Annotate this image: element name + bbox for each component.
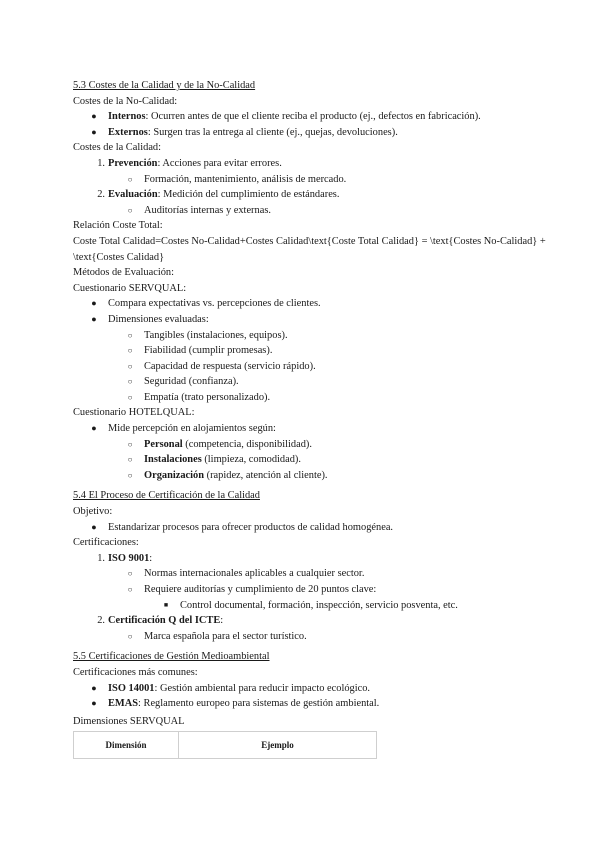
list-item: ■ Control documental, formación, inspección, servicio posventa, etc. — [73, 598, 553, 614]
table-header-cell: Dimensión — [74, 732, 179, 759]
formula: Coste Total Calidad=Costes No-Calidad+Costes Calidad\text{Coste Total Calidad} = \text{Costes No-Calidad} + \text{Costes Calidad} — [73, 235, 546, 263]
bullet-icon: ● — [91, 682, 97, 693]
circle-bullet-icon: ○ — [127, 585, 133, 594]
document-page — [73, 78, 553, 759]
list-item: ○ Instalaciones (limpieza, comodidad). — [73, 452, 553, 468]
list-item: ● Externos: Surgen tras la entrega al cliente (ej., quejas, devoluciones). — [73, 125, 553, 141]
bullet-icon: ● — [91, 698, 97, 709]
circle-bullet-icon: ○ — [127, 330, 133, 340]
list-item: ● ISO 14001: Gestión ambiental para reducir impacto ecológico. — [73, 681, 553, 697]
circle-bullet-icon: ○ — [127, 346, 133, 356]
bullet-icon: ● — [91, 126, 97, 137]
list-item: ● Dimensiones evaluadas: — [73, 312, 553, 328]
calidad-label: Costes de la Calidad: — [73, 142, 162, 154]
square-bullet-icon: ■ — [163, 600, 169, 609]
section-heading-5-4: 5.4 El Proceso de Certificación de la Calidad — [73, 490, 260, 502]
list-item: ○ Auditorías internas y externas. — [73, 203, 553, 219]
certificaciones-label: Certificaciones: — [73, 537, 139, 549]
list-item: 1. ISO 9001: — [97, 552, 153, 564]
circle-bullet-icon: ○ — [127, 631, 133, 641]
hotelqual-label: Cuestionario HOTELQUAL: — [73, 407, 195, 419]
list-item: ○ Organización (rapidez, atención al cliente). — [73, 468, 553, 484]
list-item: ○ Normas internacionales aplicables a cualquier sector. — [73, 566, 553, 582]
list-item: ○ Tangibles (instalaciones, equipos). — [73, 328, 553, 344]
bullet-icon: ● — [91, 521, 97, 532]
circle-bullet-icon: ○ — [127, 205, 133, 215]
list-item: ○ Seguridad (confianza). — [73, 374, 553, 390]
section-heading-5-5: 5.5 Certificaciones de Gestión Medioambiental — [73, 651, 270, 663]
list-item: ● Compara expectativas vs. percepciones de clientes. — [73, 296, 553, 312]
no-calidad-label: Costes de la No-Calidad: — [73, 95, 178, 107]
list-item: ○ Capacidad de respuesta (servicio rápido). — [73, 359, 553, 375]
bullet-icon: ● — [91, 423, 97, 434]
circle-bullet-icon: ○ — [127, 455, 133, 465]
servqual-label: Cuestionario SERVQUAL: — [73, 282, 187, 294]
circle-bullet-icon: ○ — [127, 569, 133, 579]
list-item: ○ Formación, mantenimiento, análisis de mercado. — [73, 172, 553, 188]
bullet-icon: ● — [91, 111, 97, 122]
list-item: ○ Personal (competencia, disponibilidad). — [73, 437, 553, 453]
list-item: ● Internos: Ocurren antes de que el cliente reciba el producto (ej., defectos en fabricación). — [73, 109, 553, 125]
list-item: 2. Certificación Q del ICTE: — [97, 615, 224, 627]
table-header-cell: Ejemplo — [179, 732, 377, 759]
circle-bullet-icon: ○ — [127, 361, 133, 371]
list-item: ● Estandarizar procesos para ofrecer productos de calidad homogénea. — [73, 520, 553, 536]
circle-bullet-icon: ○ — [127, 392, 133, 402]
list-item: ○ Empatía (trato personalizado). — [73, 390, 553, 406]
circle-bullet-icon: ○ — [127, 470, 133, 480]
list-item: ○ Marca española para el sector turístico. — [73, 629, 553, 645]
list-item: ○ Requiere auditorías y cumplimiento de 20 puntos clave: — [73, 582, 553, 598]
list-item: 1. Prevención: Acciones para evitar errores. — [97, 157, 282, 169]
bullet-icon: ● — [91, 298, 97, 309]
circle-bullet-icon: ○ — [127, 377, 133, 387]
certificaciones-comunes-label: Certificaciones más comunes: — [73, 666, 198, 678]
relacion-label: Relación Coste Total: — [73, 220, 163, 232]
circle-bullet-icon: ○ — [127, 174, 133, 184]
bullet-icon: ● — [91, 313, 97, 324]
list-item: 2. Evaluación: Medición del cumplimiento de estándares. — [97, 189, 340, 201]
objetivo-label: Objetivo: — [73, 506, 113, 518]
circle-bullet-icon: ○ — [127, 439, 133, 449]
table-header-row — [74, 732, 377, 759]
table-caption: Dimensiones SERVQUAL — [73, 715, 185, 727]
section-heading-5-3: 5.3 Costes de la Calidad y de la No-Calidad — [73, 80, 256, 91]
list-item: ● EMAS: Reglamento europeo para sistemas de gestión ambiental. — [73, 696, 553, 712]
list-item: ○ Fiabilidad (cumplir promesas). — [73, 343, 553, 359]
metodos-label: Métodos de Evaluación: — [73, 267, 174, 279]
list-item: ● Mide percepción en alojamientos según: — [73, 421, 553, 437]
servqual-table — [73, 731, 377, 759]
